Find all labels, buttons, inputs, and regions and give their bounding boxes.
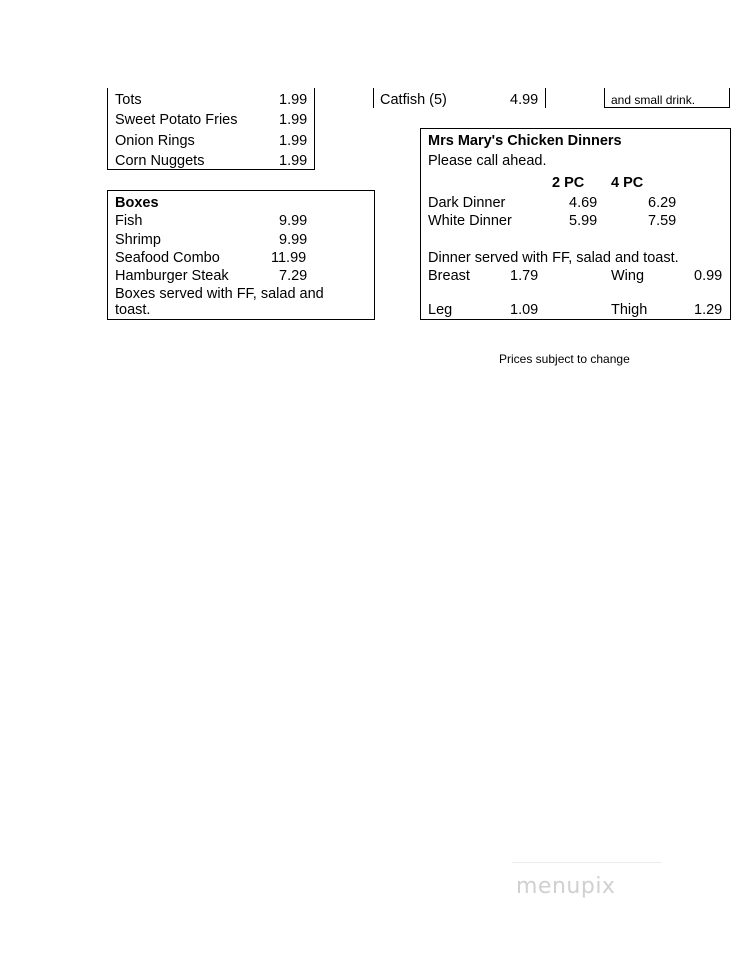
box-item-name: Hamburger Steak [115,268,229,284]
box-item-name: Fish [115,213,143,229]
dinner-price-4pc: 7.59 [648,213,677,229]
drink-bottom-border [604,107,730,108]
catfish-name: Catfish (5) [380,92,447,108]
col-header-4pc: 4 PC [611,175,644,191]
drink-left-border [604,88,605,108]
dinner-price-2pc: 4.69 [569,195,598,211]
box-item-name: Seafood Combo [115,250,220,266]
catfish-right-border [545,88,546,108]
watermark-rule [512,862,662,863]
dinner-name: Dark Dinner [428,195,506,211]
box-item-price: 9.99 [279,213,308,229]
prices-footer: Prices subject to change [499,352,630,366]
piece-name: Breast [428,268,470,284]
piece-price: 1.09 [510,302,539,318]
side-name: Onion Rings [115,133,195,149]
box-item-price: 11.99 [271,250,307,266]
dinner-note: Dinner served with FF, salad and toast. [428,250,679,266]
drink-note: and small drink. [611,93,696,107]
drink-right-border [729,88,730,108]
piece-name: Leg [428,302,453,318]
watermark-logo: menupix [516,874,616,899]
side-price: 1.99 [279,153,308,169]
piece-price: 1.79 [510,268,539,284]
side-price: 1.99 [279,92,308,108]
box-item-name: Shrimp [115,232,161,248]
side-price: 1.99 [279,133,308,149]
catfish-left-border [373,88,374,108]
catfish-price: 4.99 [510,92,539,108]
side-name: Sweet Potato Fries [115,112,238,128]
dinner-price-2pc: 5.99 [569,213,598,229]
col-header-2pc: 2 PC [552,175,585,191]
side-name: Tots [115,92,142,108]
piece-name: Wing [611,268,645,284]
side-name: Corn Nuggets [115,153,205,169]
chicken-subtitle: Please call ahead. [428,153,547,169]
side-price: 1.99 [279,112,308,128]
box-item-price: 7.29 [279,268,308,284]
sides-left-border [107,88,108,170]
boxes-title: Boxes [115,195,159,211]
boxes-note-line2: toast. [115,302,151,318]
piece-name: Thigh [611,302,648,318]
piece-price: 1.29 [694,302,723,318]
chicken-title: Mrs Mary's Chicken Dinners [428,133,622,149]
box-item-price: 9.99 [279,232,308,248]
boxes-note-line1: Boxes served with FF, salad and [115,286,324,302]
dinner-price-4pc: 6.29 [648,195,677,211]
dinner-name: White Dinner [428,213,512,229]
sides-right-border [314,88,315,170]
piece-price: 0.99 [694,268,723,284]
